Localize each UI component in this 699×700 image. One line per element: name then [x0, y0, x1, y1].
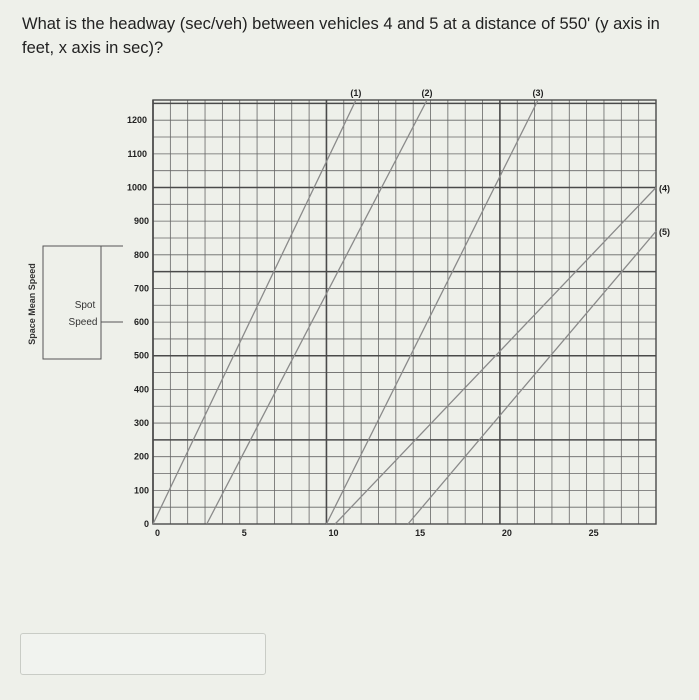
- chart-svg: [0, 80, 699, 560]
- answer-input[interactable]: [20, 633, 266, 675]
- grid-minor-lines: [153, 100, 656, 524]
- x-tick-label: 20: [501, 528, 512, 538]
- trajectory-line: [326, 100, 538, 524]
- x-tick-label: 25: [588, 528, 599, 538]
- trajectory-line: [153, 100, 356, 524]
- series-labels: [350, 88, 670, 237]
- series-label: (3): [532, 88, 544, 98]
- series-label: (4): [659, 183, 670, 194]
- trajectory-line: [408, 231, 656, 524]
- y-tick-label: 900: [133, 216, 149, 227]
- y-tick-label: 100: [133, 485, 149, 496]
- y-tick-label: 500: [133, 350, 149, 361]
- y-tick-label: 300: [133, 418, 149, 429]
- y-tick-label: 0: [143, 519, 149, 529]
- question-text: What is the headway (sec/veh) between vehicles 4 and 5 at a distance of 550' (y axis in feet, x axis in sec)?: [22, 15, 660, 57]
- y-tick-label: 200: [133, 451, 149, 462]
- y-tick-label: 1000: [126, 182, 147, 193]
- grid-major-lines: [153, 100, 656, 524]
- x-tick-labels: [155, 528, 599, 538]
- speed-label: Speed: [68, 317, 98, 328]
- x-tick-label: 10: [328, 528, 339, 538]
- y-tick-labels: [127, 115, 149, 529]
- y-tick-label: 1200: [126, 115, 147, 126]
- side-annotations: [27, 246, 123, 359]
- y-tick-label: 400: [133, 384, 149, 395]
- series-label: (5): [659, 227, 670, 238]
- series-label: (2): [421, 88, 433, 98]
- x-tick-label: 5: [241, 528, 247, 538]
- y-tick-label: 800: [133, 249, 149, 260]
- x-tick-label: 15: [415, 528, 426, 538]
- y-tick-label: 700: [133, 283, 149, 294]
- y-axis-label: Space Mean Speed: [27, 263, 37, 345]
- spot-label: Spot: [74, 300, 96, 311]
- x-tick-label: 0: [155, 528, 161, 538]
- trajectory-lines: [153, 100, 656, 524]
- time-space-chart: [0, 80, 699, 560]
- plot-frame: [153, 100, 656, 524]
- y-tick-label: 1100: [127, 148, 147, 159]
- series-label: (1): [350, 88, 362, 98]
- y-tick-label: 600: [133, 317, 149, 328]
